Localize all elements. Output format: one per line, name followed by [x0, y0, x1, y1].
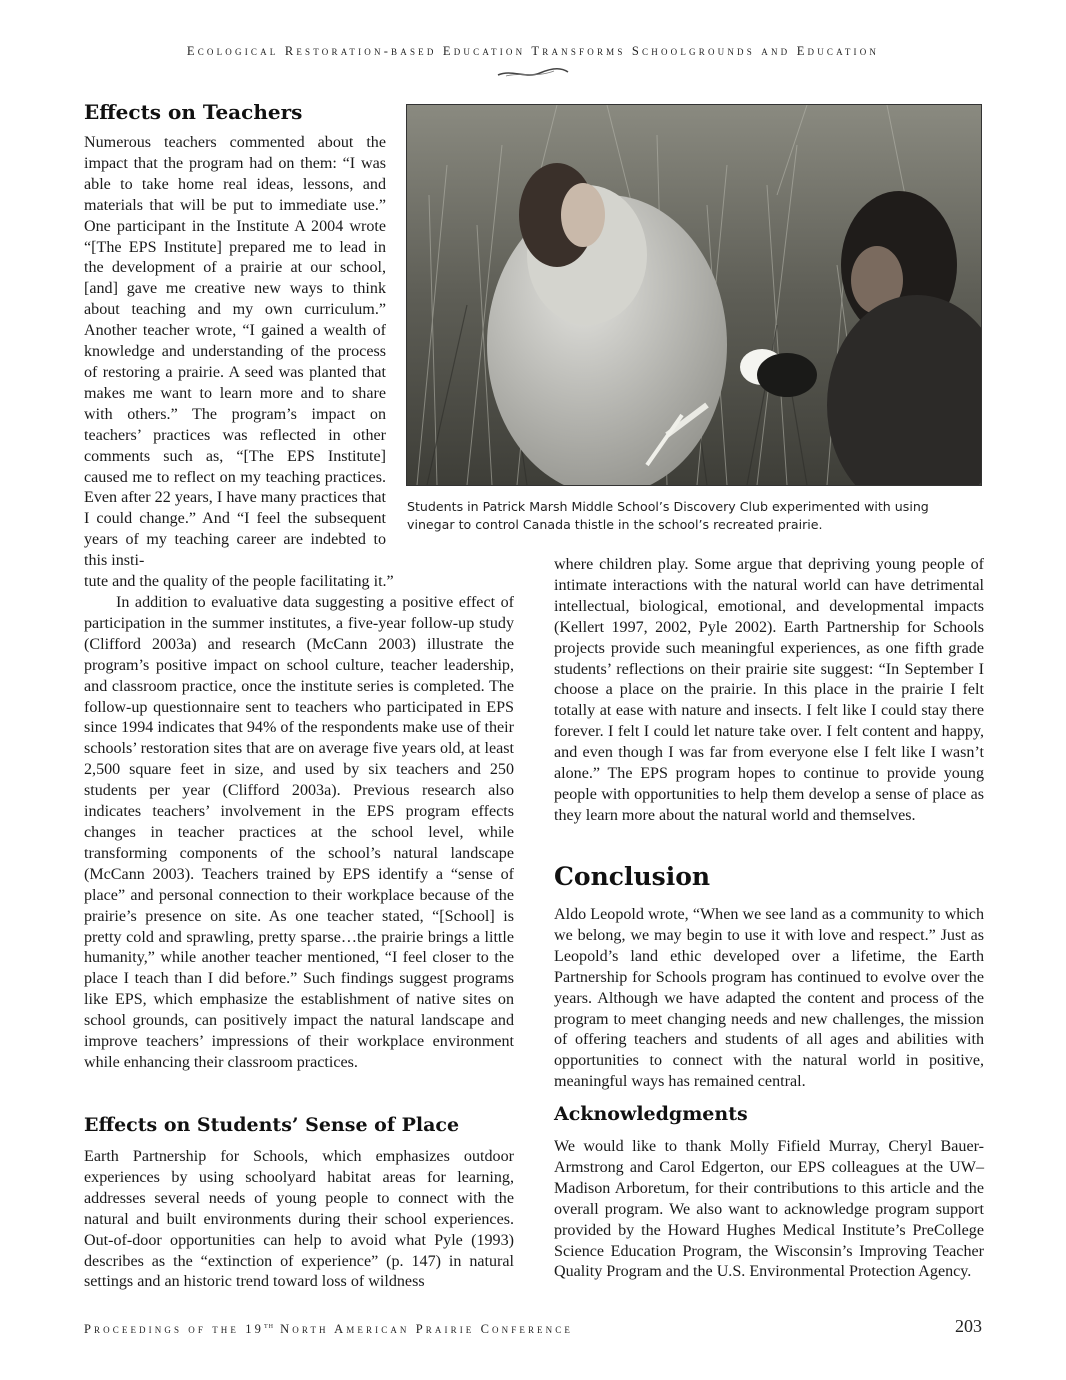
heading-effects-on-students: Effects on Students’ Sense of Place	[84, 1114, 460, 1136]
students-paragraph-continued: where children play. Some argue that depriving young people of intimate interactions with the natural world can have detrimental intellectual, biological, emotional, and developmental impacts (Kellert 1997, 2002, Pyle 2002). Earth Partnership for Schools projects provide such meaningful experiences, as one fifth grade students’ reflections on their prairie site suggest: “In September I choose a place on the prairie. In this place in the prairie I felt totally at ease with nature and insects. I felt like I could stay there forever. I felt I could let nature take over. I felt content and happy, and even though I was far from everyone else I felt like I wasn’t alone.” The EPS program hopes to continue to provide young people with opportunities to help them develop a sense of place as they learn more about the natural world and themselves.	[554, 556, 984, 824]
footer-pre: Proceedings of the 19	[84, 1322, 264, 1337]
students-in-prairie-photo	[407, 105, 981, 485]
figure-caption: Students in Patrick Marsh Middle School’s Discovery Club experimented with using vinegar to control Canada thistle in the school’s recreated prairie.	[407, 499, 929, 532]
swash-ornament	[496, 66, 570, 80]
teachers-paragraph-1: Numerous teachers commented about the impact that the program had on them: “I was able to take home real ideas, lessons, and materials that will be put to immediate use.” One participant in the Institute A 2004 wrote “[The EPS Institute] prepared me to lead in the development of a prairie at our school, [and] gave me creative new ways to think about teaching and my own curriculum.” Another teacher wrote, “I gained a wealth of knowledge and understanding of the process of restoring a prairie. A seed was planted that makes me want to learn more and to share with others.” The program’s impact on teachers’ practices was reflected in other comments such as, “[The EPS Institute] caused me to reflect on my teaching practices. Even after 22 years, I have many practices that I could change.” And “I feel the subsequent years of my teaching career are indebted to this insti-	[84, 134, 386, 570]
figure-photo	[406, 104, 982, 486]
page-number: 203	[955, 1316, 982, 1336]
conclusion-paragraph: Aldo Leopold wrote, “When we see land as a community to which we belong, we may begin to use it with love and respect.” Just as Leopold’s land ethic developed over a lifetime, the Earth Partnership for Schools program has continued to evolve over the years. Although we have adapted the content and process of the program to meet changing needs and new challenges, the mission of offering teachers and students of all ages and abilities with opportunities to connect with the natural world in positive, meaningful ways has remained central.	[554, 906, 984, 1091]
footer-sup: th	[263, 1321, 274, 1330]
heading-conclusion: Conclusion	[554, 862, 711, 891]
footer-post: North American Prairie Conference	[273, 1322, 573, 1337]
teachers-paragraph-1-end: tute and the quality of the people facilitating it.”	[84, 573, 394, 590]
heading-effects-on-teachers: Effects on Teachers	[84, 100, 303, 124]
heading-acknowledgments: Acknowledgments	[554, 1103, 748, 1125]
acknowledgments-paragraph: We would like to thank Molly Fifield Murray, Cheryl Bauer-Armstrong and Carol Edgerton, our EPS colleagues at the UW–Madison Arboretum, for their contributions to this article and the overall program. We also want to acknowledge program support provided by the Howard Hughes Medical Institute’s PreCollege Science Education Program, the Wisconsin’s Improving Teacher Quality Program and the U.S. Environmental Protection Agency.	[554, 1138, 984, 1281]
footer-proceedings	[84, 1321, 573, 1337]
students-paragraph-1: Earth Partnership for Schools, which emphasizes outdoor experiences by using schoolyard habitat areas for learning, addresses several needs of young people to connect with the natural and built environments during their school experiences. Out-of-door opportunities can help to avoid what Pyle (1993) describes as the “extinction of experience” (p. 147) in natural settings and an historic trend toward loss of wildness	[84, 1148, 514, 1291]
running-head: Ecological Restoration-based Education Transforms Schoolgrounds and Education	[186, 44, 880, 58]
teachers-paragraph-2: In addition to evaluative data suggesting a positive effect of participation in the summer institutes, a five-year follow-up study (Clifford 2003a) and research (McCann 2003) illustrate the program’s positive impact on school culture, teacher leadership, and classroom practice, once the institute series is completed. The follow-up questionnaire sent to teachers who participated in EPS since 1994 indicates that 94% of the respondents make use of their schools’ restoration sites that are on average five years old, at least 2,500 square feet in size, and used by six teachers and 250 students per year (Clifford 2003a). Previous research also indicates teachers’ involvement in the EPS program effects changes in teacher practices at the school level, while transforming components of the school’s natural landscape (McCann 2003). Teachers trained by EPS identify a “sense of place” and personal connection to their workplace because of the prairie’s presence on site. As one teacher stated, “[School] is pretty cold and sprawling, pretty sparse…the prairie brings a little humanity,” while another teacher mentioned, “I feel closer to the place I teach than I did before.” Such findings suggest programs like EPS, which emphasize the establishment of native sites on school grounds, can positively impact the natural landscape and improve teachers’ impressions of their workplace environment while enhancing their classroom practices.	[84, 594, 514, 1071]
